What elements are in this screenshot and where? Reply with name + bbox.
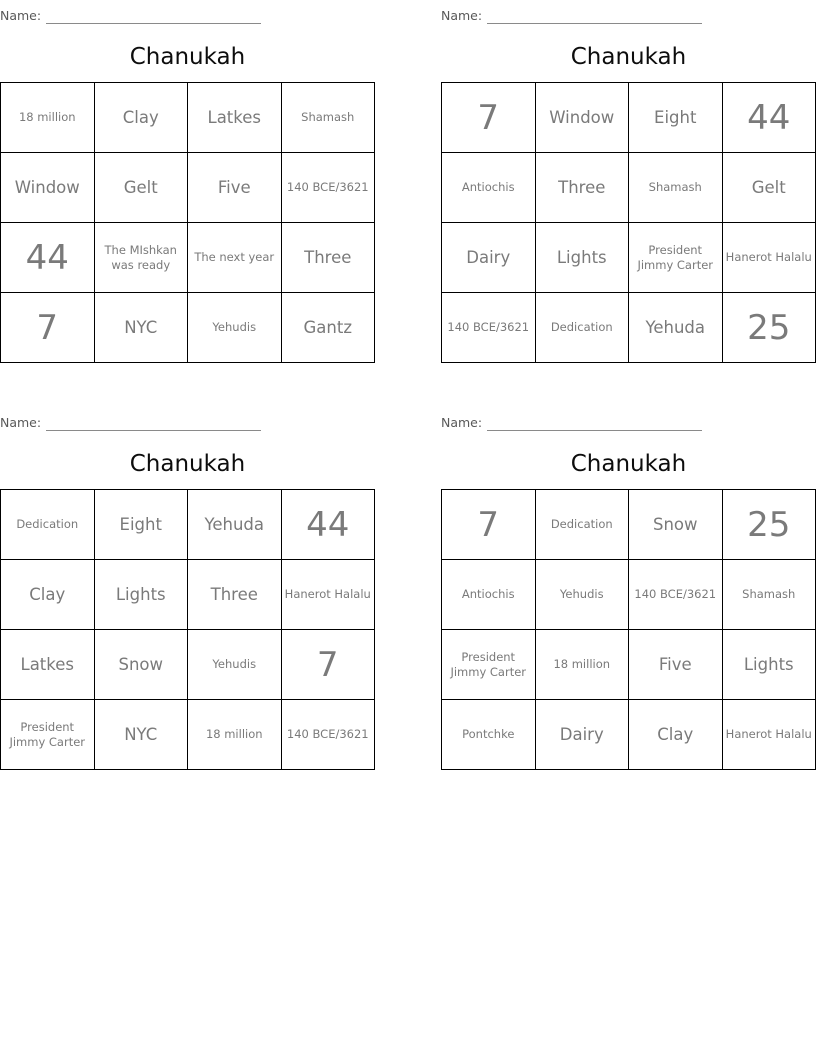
bingo-cell: NYC — [94, 293, 188, 363]
bingo-cell: Clay — [94, 83, 188, 153]
bingo-cell: Antiochis — [442, 560, 536, 630]
bingo-cell: Gelt — [94, 153, 188, 223]
bingo-cell: Eight — [629, 83, 723, 153]
bingo-cell: Dedication — [535, 490, 629, 560]
bingo-cell: Dedication — [535, 293, 629, 363]
bingo-cell: 7 — [281, 630, 375, 700]
bingo-cell: 7 — [442, 83, 536, 153]
grid-row — [1, 700, 375, 770]
grid-row — [442, 293, 816, 363]
bingo-cell: 7 — [442, 490, 536, 560]
bingo-cell: President Jimmy Carter — [442, 630, 536, 700]
name-label: Name: — [0, 8, 42, 23]
bingo-cell: Clay — [1, 560, 95, 630]
bingo-cell: Three — [281, 223, 375, 293]
bingo-cell: President Jimmy Carter — [629, 223, 723, 293]
bingo-cell: Latkes — [1, 630, 95, 700]
name-blank-line — [487, 8, 702, 24]
name-blank-line — [46, 8, 261, 24]
bingo-cell: Yehudis — [535, 560, 629, 630]
bingo-card-bottom-right — [441, 412, 816, 770]
name-label: Name: — [441, 8, 483, 23]
bingo-cell: Hanerot Halalu — [722, 700, 816, 770]
bingo-cell: Five — [629, 630, 723, 700]
bingo-cell: Three — [535, 153, 629, 223]
bingo-cell: Window — [1, 153, 95, 223]
bingo-cell: 140 BCE/3621 — [629, 560, 723, 630]
bingo-cell: Window — [535, 83, 629, 153]
name-row — [441, 5, 816, 24]
grid-row — [442, 490, 816, 560]
bingo-cell: Lights — [94, 560, 188, 630]
bingo-cell: Eight — [94, 490, 188, 560]
grid-row — [442, 560, 816, 630]
grid-row — [1, 83, 375, 153]
bingo-cell: Snow — [94, 630, 188, 700]
bingo-cell: Shamash — [281, 83, 375, 153]
bingo-grid — [441, 82, 816, 363]
bingo-cell: Latkes — [188, 83, 282, 153]
bingo-cell: Clay — [629, 700, 723, 770]
bingo-cell: Gelt — [722, 153, 816, 223]
bingo-cell: 25 — [722, 293, 816, 363]
bingo-cell: Shamash — [722, 560, 816, 630]
bingo-cell: 140 BCE/3621 — [281, 153, 375, 223]
name-blank-line — [46, 415, 261, 431]
bingo-cell: 18 million — [1, 83, 95, 153]
name-row — [0, 412, 375, 431]
grid-row — [1, 293, 375, 363]
bingo-cell: The next year — [188, 223, 282, 293]
bingo-cell: Yehudis — [188, 293, 282, 363]
bingo-cell: Dairy — [535, 700, 629, 770]
grid-row — [442, 223, 816, 293]
card-title: Chanukah — [570, 44, 687, 70]
bingo-cell: 140 BCE/3621 — [442, 293, 536, 363]
bingo-cell: Dairy — [442, 223, 536, 293]
bingo-cell: Yehudis — [188, 630, 282, 700]
bingo-cell: Pontchke — [442, 700, 536, 770]
bingo-cell: Yehuda — [188, 490, 282, 560]
bingo-cell: NYC — [94, 700, 188, 770]
name-row — [441, 412, 816, 431]
bingo-cell: 44 — [1, 223, 95, 293]
bingo-cell: 7 — [1, 293, 95, 363]
grid-row — [1, 560, 375, 630]
name-row — [0, 5, 375, 24]
bingo-cell: Antiochis — [442, 153, 536, 223]
name-label: Name: — [0, 415, 42, 430]
bingo-cell: Yehuda — [629, 293, 723, 363]
bingo-cell: Dedication — [1, 490, 95, 560]
bingo-cell: 44 — [722, 83, 816, 153]
bingo-grid — [0, 82, 375, 363]
name-blank-line — [487, 415, 702, 431]
bingo-cell: 25 — [722, 490, 816, 560]
bingo-card-top-left — [0, 5, 375, 363]
bingo-cell: 18 million — [188, 700, 282, 770]
grid-row — [1, 153, 375, 223]
bingo-cell: 18 million — [535, 630, 629, 700]
bingo-grid — [441, 489, 816, 770]
bingo-cell: Snow — [629, 490, 723, 560]
bingo-cell: The MIshkan was ready — [94, 223, 188, 293]
bingo-cell: Hanerot Halalu — [722, 223, 816, 293]
bingo-cell: Shamash — [629, 153, 723, 223]
bingo-cell: Hanerot Halalu — [281, 560, 375, 630]
grid-row — [1, 630, 375, 700]
grid-row — [442, 153, 816, 223]
grid-row — [442, 83, 816, 153]
bingo-cell: Three — [188, 560, 282, 630]
bingo-cell: Five — [188, 153, 282, 223]
grid-row — [1, 223, 375, 293]
card-title: Chanukah — [570, 451, 687, 477]
bingo-card-top-right — [441, 5, 816, 363]
bingo-cell: Lights — [722, 630, 816, 700]
bingo-grid — [0, 489, 375, 770]
grid-row — [442, 700, 816, 770]
bingo-cell: Lights — [535, 223, 629, 293]
bingo-cell: 140 BCE/3621 — [281, 700, 375, 770]
grid-row — [1, 490, 375, 560]
grid-row — [442, 630, 816, 700]
bingo-cell: Gantz — [281, 293, 375, 363]
bingo-cell: 44 — [281, 490, 375, 560]
bingo-card-bottom-left — [0, 412, 375, 770]
card-title: Chanukah — [129, 451, 246, 477]
card-title: Chanukah — [129, 44, 246, 70]
name-label: Name: — [441, 415, 483, 430]
bingo-cell: President Jimmy Carter — [1, 700, 95, 770]
